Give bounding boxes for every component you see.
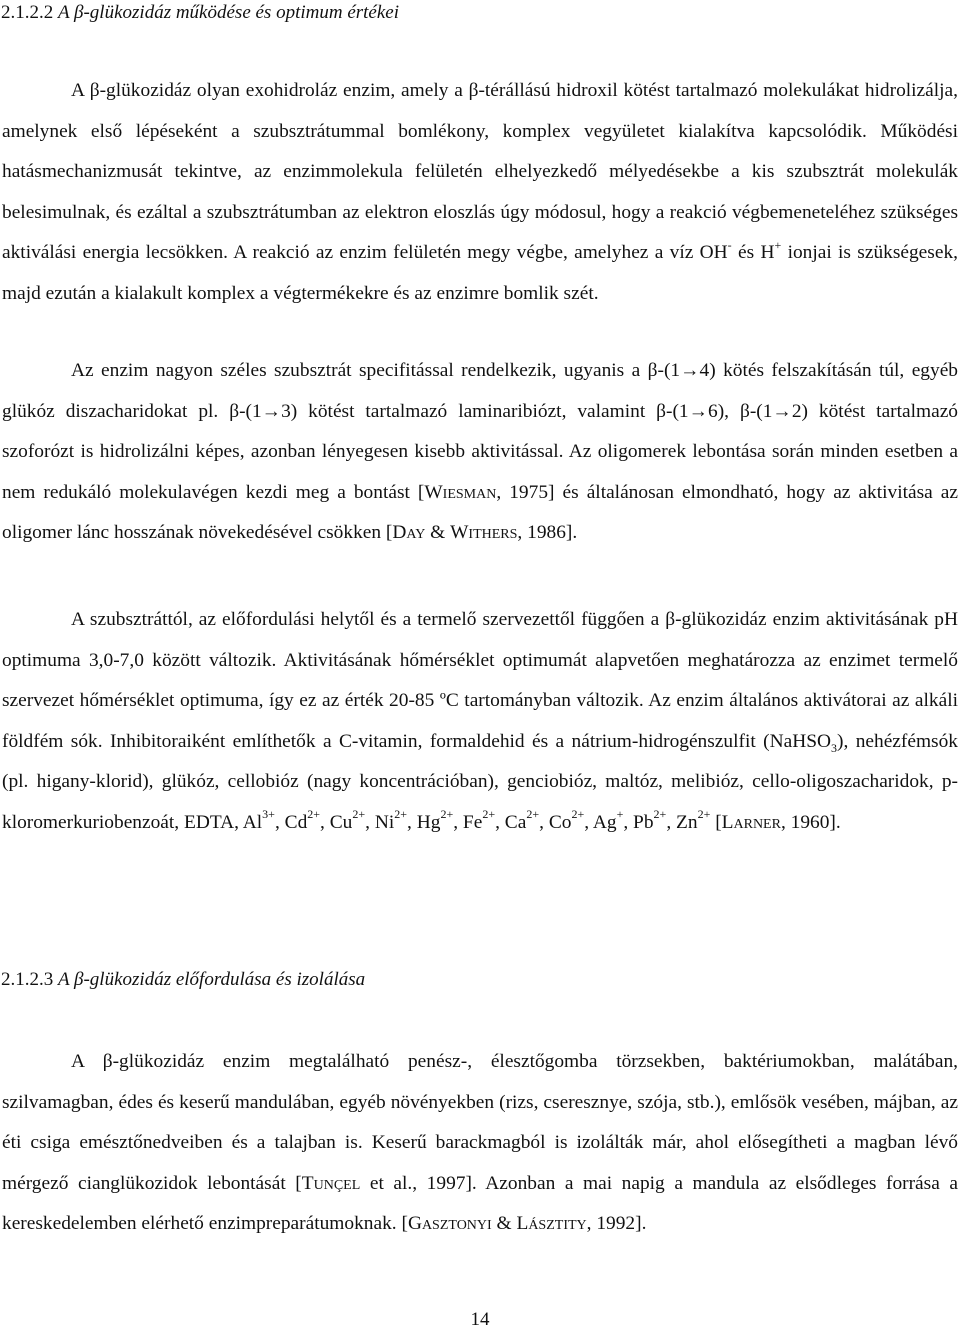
section-heading-2-1-2-3 [1, 968, 365, 992]
paragraph-text: ionjai is szükségesek, majd ezután a kialakult komplex a végtermékekre és az enzimre bomlik szét. [2, 242, 958, 304]
ion-charge: 3+ [262, 807, 275, 822]
page-number: 14 [470, 1309, 490, 1330]
paragraph-text: A szubsztráttól, az előfordulási helytől és a termelő szervezettől függően a β-glükozidáz enzim aktivitásának pH optimuma 3,0-7,0 között változik. Aktivitásának hőmérséklet optimumát alapvetően meghatározza az enzimet termelő szervezet hőmérséklet optimuma, így ez az érték 20-85 ºC tartományban változik. Az enzim általános aktivátorai az alkáli földfém sók. Inhibitoraiként említhetők a C-vitamin, formaldehid és a nátrium-hidrogénszulfit (NaHSO [2, 609, 958, 752]
ion-symbol: , Pb [623, 811, 654, 833]
ion-symbol: , Hg [407, 811, 441, 833]
paragraph-occurrence [2, 1042, 958, 1245]
superscript-charge: + [774, 237, 782, 252]
subscript-index: 3 [830, 740, 837, 755]
paragraph-text: & [425, 522, 451, 543]
superscript-charge: - [727, 237, 732, 252]
ion-symbol: , Ag [584, 811, 617, 833]
ion-symbol: , Ca [495, 811, 527, 833]
ion-symbol: , Cd [274, 811, 308, 833]
ion-charge: 2+ [571, 807, 585, 822]
paragraph-text: és H [731, 242, 775, 263]
section-number: 2.1.2.2 [1, 2, 54, 23]
ion-symbol: , Co [539, 811, 572, 833]
ion-charge: 2+ [482, 807, 496, 822]
ion-symbol: , Fe [453, 811, 483, 833]
paragraph-specificity [2, 351, 958, 554]
citation-author: Gasztonyi [407, 1213, 492, 1234]
citation-author: Tunçel [301, 1172, 361, 1194]
ion-charge: 2+ [526, 807, 540, 822]
paragraph-text: A β-glükozidáz olyan exohidroláz enzim, amely a β-térállású hidroxil kötést tartalmazó molekulákat hidrolizálja, amelynek első lépéseként a szubsztrátummal bomlékony, komplex vegyületet kialakítva kapcsolódik. Működési hatásmechanizmusát tekintve, az enzimmolekula felületén elhelyezkedő mélyedésekbe a kis szubsztrát molekulák belesimulnak, és ezáltal a szubsztrátumban az elektron eloszlás úgy módosul, hogy a reakció végbemeneteléhez szükséges aktiválási energia lecsökken. A reakció az enzim felületén megy végbe, amelyhez a víz OH [2, 80, 958, 263]
citation-author: Lásztity [516, 1213, 587, 1234]
citation-author: Day [392, 522, 426, 543]
paragraph-text: , 1960]. [780, 811, 841, 833]
ion-charge: 2+ [440, 807, 454, 822]
section-number: 2.1.2.3 [1, 969, 54, 990]
ion-list [262, 807, 711, 833]
ion-charge: 2+ [653, 807, 667, 822]
paragraph-mechanism [2, 71, 958, 314]
paragraph-optimum [2, 600, 958, 843]
section-title: A β-glükozidáz előfordulása és izolálása [58, 969, 366, 990]
paragraph-text: , 1975] és általánosan elmondható, hogy az aktivitása az oligomer lánc hosszának növekedésével csökken [ [2, 481, 958, 543]
paragraph-text: et al., 1997]. Azonban a mai napig a mandula az elsődleges forrása a kereskedelemben elérhető enzimpreparátumoknak. [ [2, 1172, 958, 1234]
paragraph-text: ), nehézfémsók (pl. higany-klorid), glükóz, cellobióz (nagy koncentrációban), genciobióz, maltóz, melibióz, cello-oligoszacharidok, p-kloromerkuriobenzoát, EDTA, Al [2, 730, 958, 833]
ion-charge: + [616, 807, 624, 822]
paragraph-text: & [491, 1213, 517, 1234]
ion-symbol: , Ni [365, 811, 395, 833]
ion-charge: 2+ [352, 807, 366, 822]
paragraph-text: , 1986]. [517, 522, 578, 543]
paragraph-text: A β-glükozidáz enzim megtalálható penész-, élesztőgomba törzsekben, baktériumokban, malátában, szilvamagban, édes és keserű mandulában, egyéb növényekben (rizs, cseresznye, szója, stb.), emlősök vesében, májban, az éti csiga emésztőnedveiben és a talajban is. Keserű barackmagból is izolálták már, ahol elősegítheti a magban lévő mérgező cianglükozidok lebontását [ [2, 1051, 958, 1194]
citation-author: Larner [721, 811, 781, 833]
citation-author: Wiesman [424, 481, 497, 503]
section-heading-2-1-2-2 [1, 1, 399, 25]
ion-charge: 2+ [697, 807, 711, 822]
paragraph-text: [ [710, 811, 722, 833]
citation-author: Withers [450, 522, 518, 543]
ion-charge: 2+ [307, 807, 321, 822]
ion-symbol: , Zn [666, 811, 698, 833]
section-title: A β-glükozidáz működése és optimum értékei [58, 2, 400, 23]
paragraph-text: , 1992]. [586, 1213, 647, 1234]
ion-symbol: , Cu [320, 811, 353, 833]
paragraph-text: Az enzim nagyon széles szubsztrát specifitással rendelkezik, ugyanis a β-(1→4) kötés felszakításán túl, egyéb glükóz diszacharidokat pl. β-(1→3) kötést tartalmazó laminaribiózt, valamint β-(1→6), β-(1→2) kötést tartalmazó szoforózt is hidrolizálni képes, azonban lényegesen kisebb aktivitással. Az oligomerek lebontása során minden esetben a nem redukáló molekulavégen kezdi meg a bontást [ [2, 360, 958, 503]
ion-charge: 2+ [394, 807, 408, 822]
